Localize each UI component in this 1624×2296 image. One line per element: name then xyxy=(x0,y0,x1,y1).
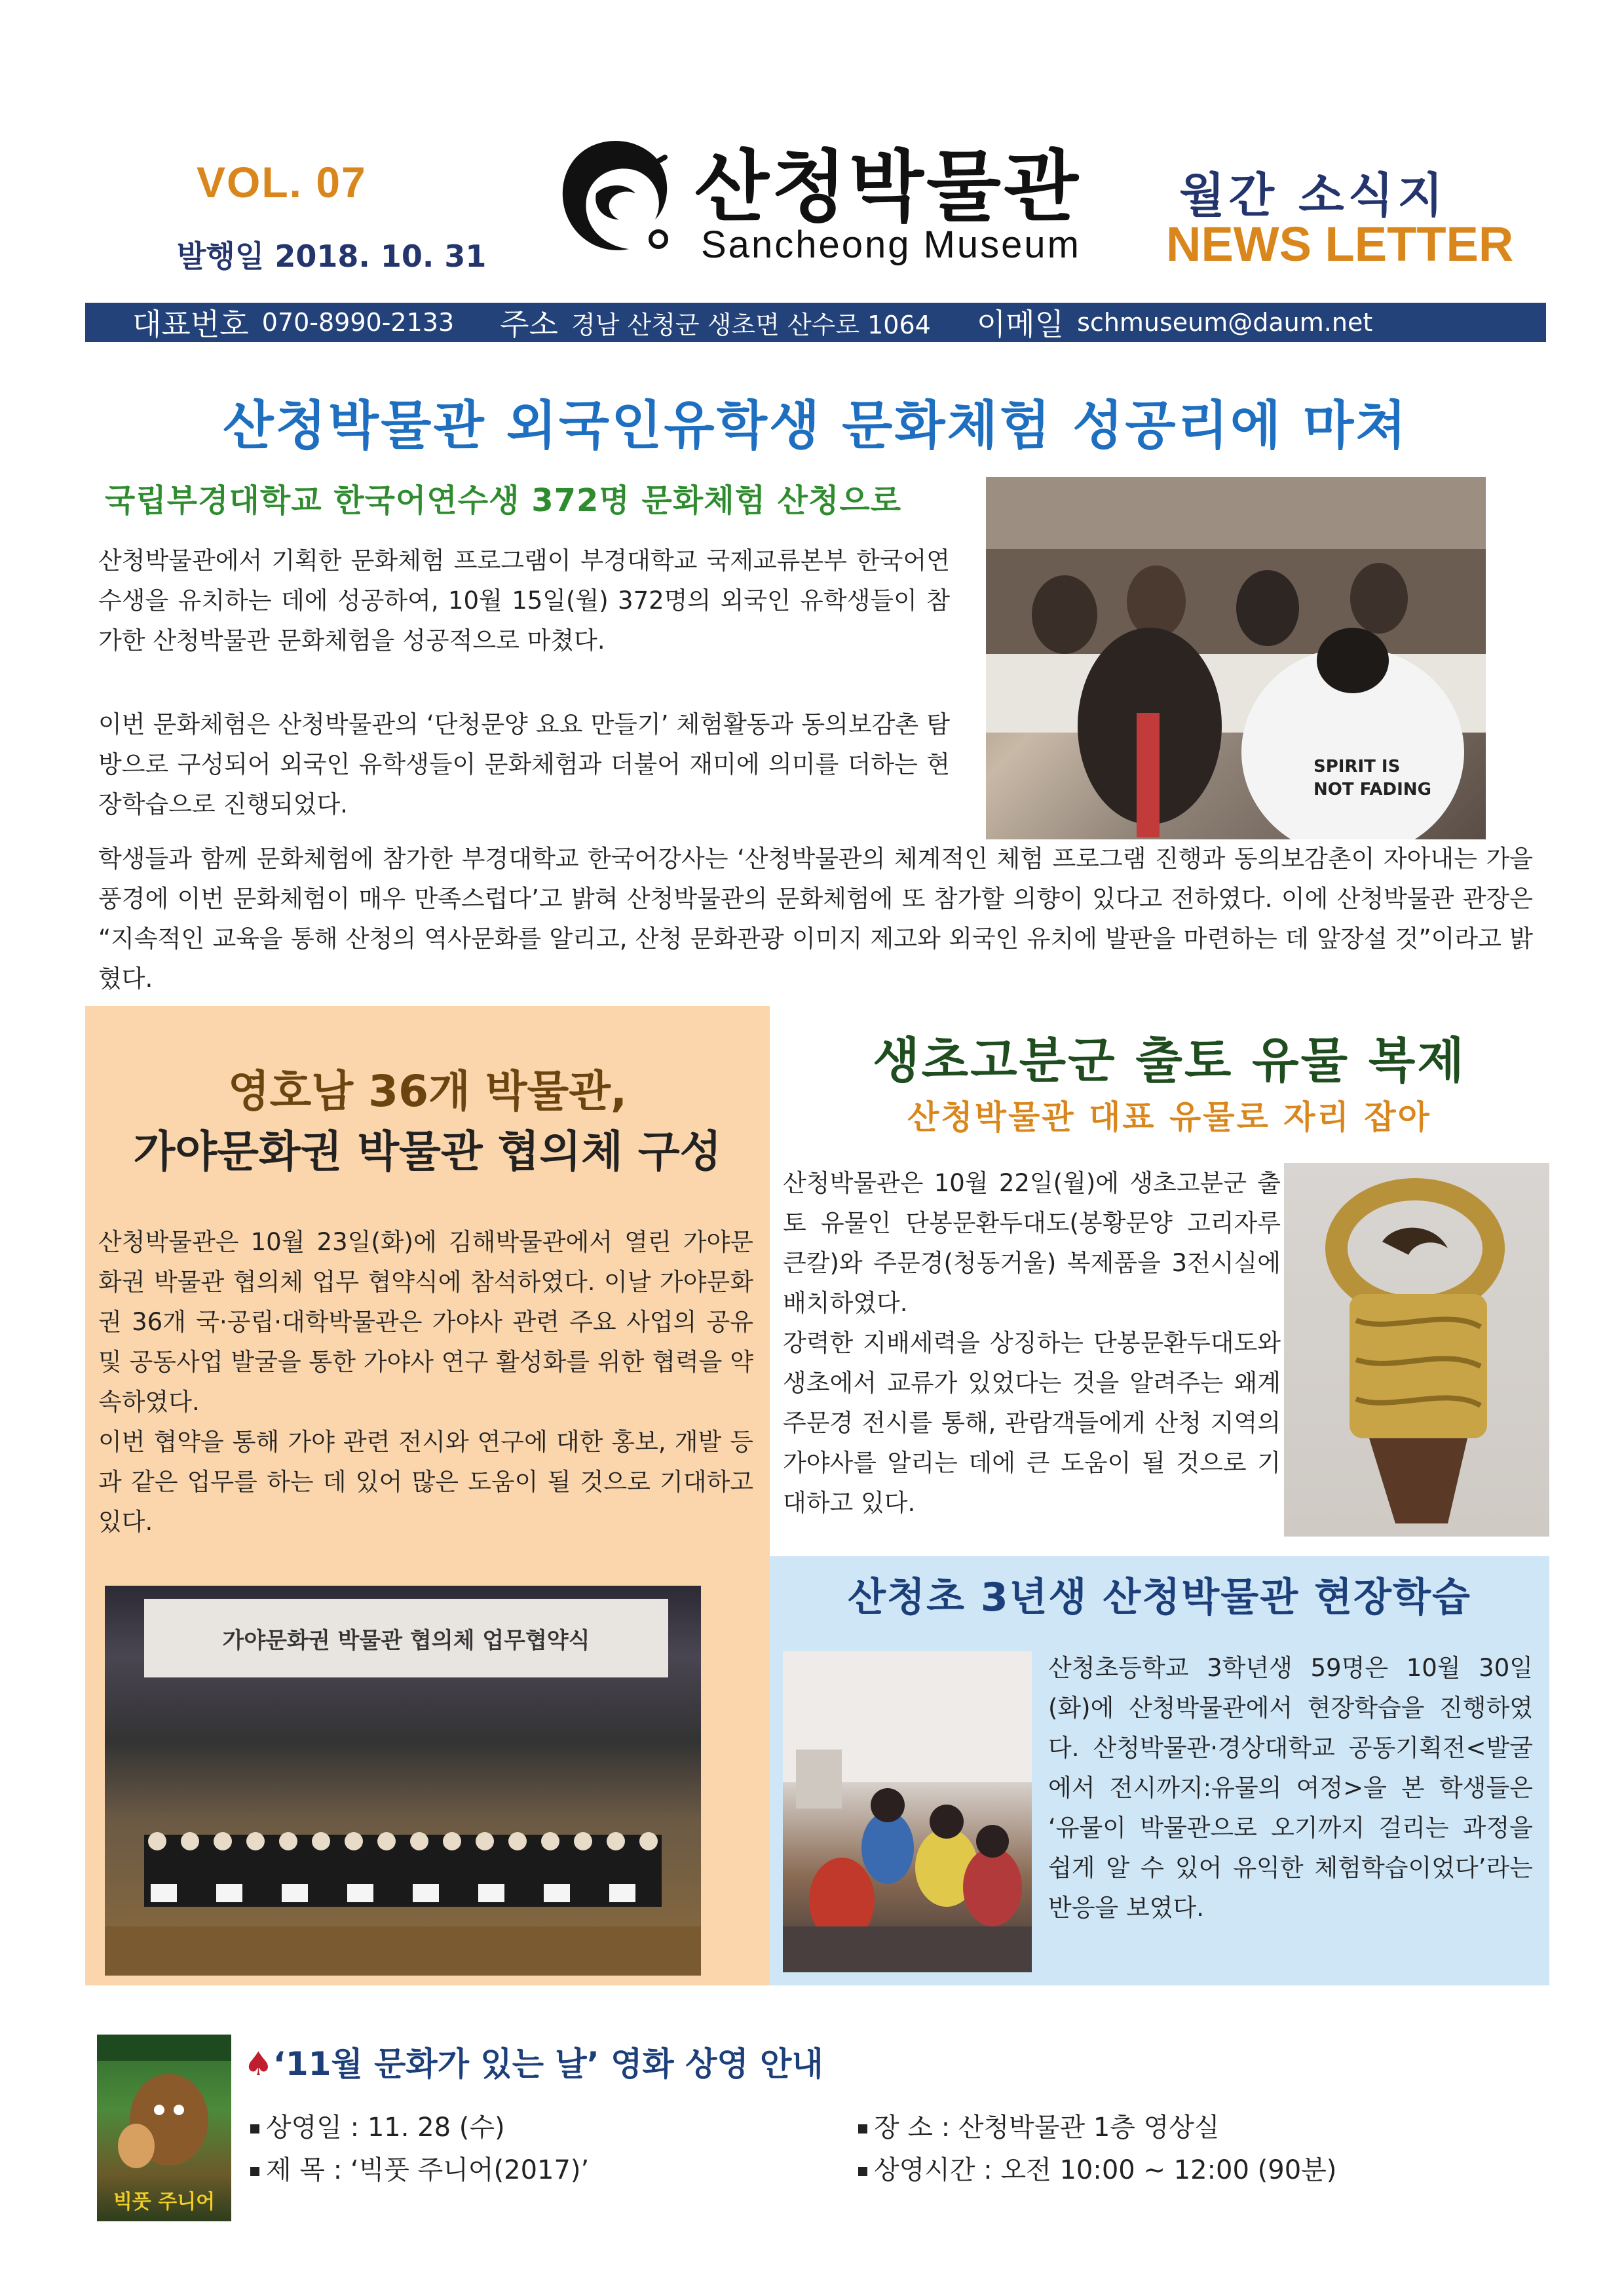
gaya-title-line2: 가야문화권 박물관 협의체 구성 xyxy=(133,1126,722,1177)
ceremony-people-illustration xyxy=(105,1586,701,1976)
screening-time-text: 상영시간 : 오전 10:00 ~ 12:00 (90분) xyxy=(874,2155,1337,2185)
screening-time xyxy=(858,2149,1336,2187)
museum-logo xyxy=(550,124,1087,275)
publication-date: 발행일 2018. 10. 31 xyxy=(177,239,487,274)
field-trip-title: 산청초 3년생 산청박물관 현장학습 xyxy=(848,1575,1471,1620)
address-label: 주소 xyxy=(500,307,558,342)
bullet-square-icon xyxy=(250,2167,259,2176)
phone-number: 070-8990-2133 xyxy=(261,308,455,337)
field-trip-body: 산청초등학교 3학년생 59명은 10월 30일(화)에 산청박물관에서 현장학습을 진행하였다. 산청박물관·경상대학교 공동기획전<발굴에서 전시까지:유물의 여정>을 본 학생들은 ‘유물이 박물관으로 오기까지 걸리는 과정을 쉽게 알 수 있어 유익한 체험학습이었다’라는 반응을 보였다. xyxy=(1048,1654,1533,1922)
gaya-title-line1: 영호남 36개 박물관, xyxy=(227,1066,628,1117)
artifact-section-title: 생초고분군 출토 유물 복제 xyxy=(873,1033,1466,1089)
address: 경남 산청군 생초면 산수로 1064 xyxy=(571,310,931,339)
screening-date xyxy=(250,2107,505,2144)
monthly-label: 월간 소식지 xyxy=(1179,168,1447,223)
movie-notice-title-text: ‘11월 문화가 있는 날’ 영화 상영 안내 xyxy=(273,2045,823,2083)
artifact-section-body: 산청박물관은 10월 22일(월)에 생초고분군 출토 유물인 단봉문환두대도(봉황문양 고리자루 큰칼)와 주문경(청동거울) 복제품을 3전시실에 배치하였다. 강력한 지배세력을 상징하는 단봉문환두대도와 생초에서 교류가 있었다는 것을 알려주는 왜계 주문경 전시를 통해, 관람객들에게 산청 지역의 가야사를 알리는 데에 큰 도움이 될 것으로 기대하고 있다. xyxy=(783,1169,1281,1517)
screening-place-text: 장 소 : 산청박물관 1층 영상실 xyxy=(874,2113,1220,2143)
movie-notice-title xyxy=(244,2038,823,2085)
ceremony-banner: 가야문화권 박물관 협의체 업무협약식 xyxy=(144,1599,668,1677)
artifact-section-subtitle: 산청박물관 대표 유물로 자리 잡아 xyxy=(907,1098,1431,1136)
workshop-scene-illustration xyxy=(986,477,1486,839)
screening-place xyxy=(858,2107,1220,2144)
bullet-square-icon xyxy=(250,2124,259,2133)
gaya-section-title xyxy=(85,1062,770,1182)
agreement-ceremony-photo xyxy=(105,1586,701,1976)
bullet-square-icon xyxy=(858,2124,867,2133)
email-link[interactable]: schmuseum@daum.net xyxy=(1077,308,1373,337)
newsletter-label: NEWS LETTER xyxy=(1166,217,1514,271)
svg-text:NOT FADING: NOT FADING xyxy=(1313,780,1431,799)
gaya-section-body: 산청박물관은 10월 23일(화)에 김해박물관에서 열린 가야문화권 박물관 협의체 업무 협약식에 참석하였다. 이날 가야문화권 36개 국·공립·대학박물관은 가야사 관련 주요 사업의 공유 및 공동사업 발굴을 통한 가야사 연구 활성화를 위한 협력을 약속하였다. 이번 협약을 통해 가야 관련 전시와 연구에 대한 홍보, 개발 등과 같은 업무를 하는 데 있어 많은 도움이 될 것으로 기대하고 있다. xyxy=(98,1228,753,1536)
main-headline: 산청박물관 외국인유학생 문화체험 성공리에 마쳐 xyxy=(223,395,1408,456)
sword-hilt-artifact-photo xyxy=(1284,1163,1549,1537)
email-label: 이메일 xyxy=(976,307,1065,342)
movie-name xyxy=(250,2149,589,2187)
children-scene-illustration xyxy=(783,1651,1032,1972)
bullet-square-icon xyxy=(858,2167,867,2176)
sword-hilt-illustration xyxy=(1284,1163,1549,1537)
students-workshop-photo xyxy=(986,477,1486,839)
volume-number: VOL. 07 xyxy=(197,158,367,206)
poster-title: 빅풋 주니어 xyxy=(113,2191,216,2213)
spade-icon: ♠ xyxy=(244,2045,273,2083)
museum-logo-icon xyxy=(550,131,681,262)
logo-subtitle: Sancheong Museum xyxy=(701,223,1081,266)
main-subheadline: 국립부경대학교 한국어연수생 372명 문화체험 산청으로 xyxy=(105,482,902,519)
shirt-text: SPIRIT IS xyxy=(1313,757,1401,776)
phone-label: 대표번호 xyxy=(132,307,249,342)
contact-info-bar xyxy=(85,303,1546,342)
logo-title: 산청박물관 xyxy=(694,142,1081,232)
children-field-trip-photo xyxy=(783,1651,1032,1972)
screening-date-text: 상영일 : 11. 28 (수) xyxy=(266,2113,505,2143)
article1-paragraph-2: 이번 문화체험은 산청박물관의 ‘단청문양 요요 만들기’ 체험활동과 동의보감촌 탐방으로 구성되어 외국인 유학생들이 문화체험과 더불어 재미에 의미를 더하는 현장학습으로 진행되었다. xyxy=(98,710,950,818)
article1-paragraph-1: 산청박물관에서 기획한 문화체험 프로그램이 부경대학교 국제교류본부 한국어연수생을 유치하는 데에 성공하여, 10월 15일(월) 372명의 외국인 유학생들이 참가한 산청박물관 문화체험을 성공적으로 마쳤다. xyxy=(98,546,950,655)
article1-paragraph-3: 학생들과 함께 문화체험에 참가한 부경대학교 한국어강사는 ‘산청박물관의 체계적인 체험 프로그램 진행과 동의보감촌이 자아내는 가을 풍경에 이번 문화체험이 매우 만족스럽다’고 밝혀 산청박물관의 문화체험에 또 참가할 의향이 있다고 전하였다. 이에 산청박물관 관장은 “지속적인 교육을 통해 산청의 역사문화를 알리고, 산청 문화관광 이미지 제고와 외국인 유치에 발판을 마련하는 데 앞장설 것”이라고 밝혔다. xyxy=(98,845,1533,993)
movie-name-text: 제 목 : ‘빅풋 주니어(2017)’ xyxy=(266,2155,590,2185)
movie-poster xyxy=(97,2035,231,2221)
